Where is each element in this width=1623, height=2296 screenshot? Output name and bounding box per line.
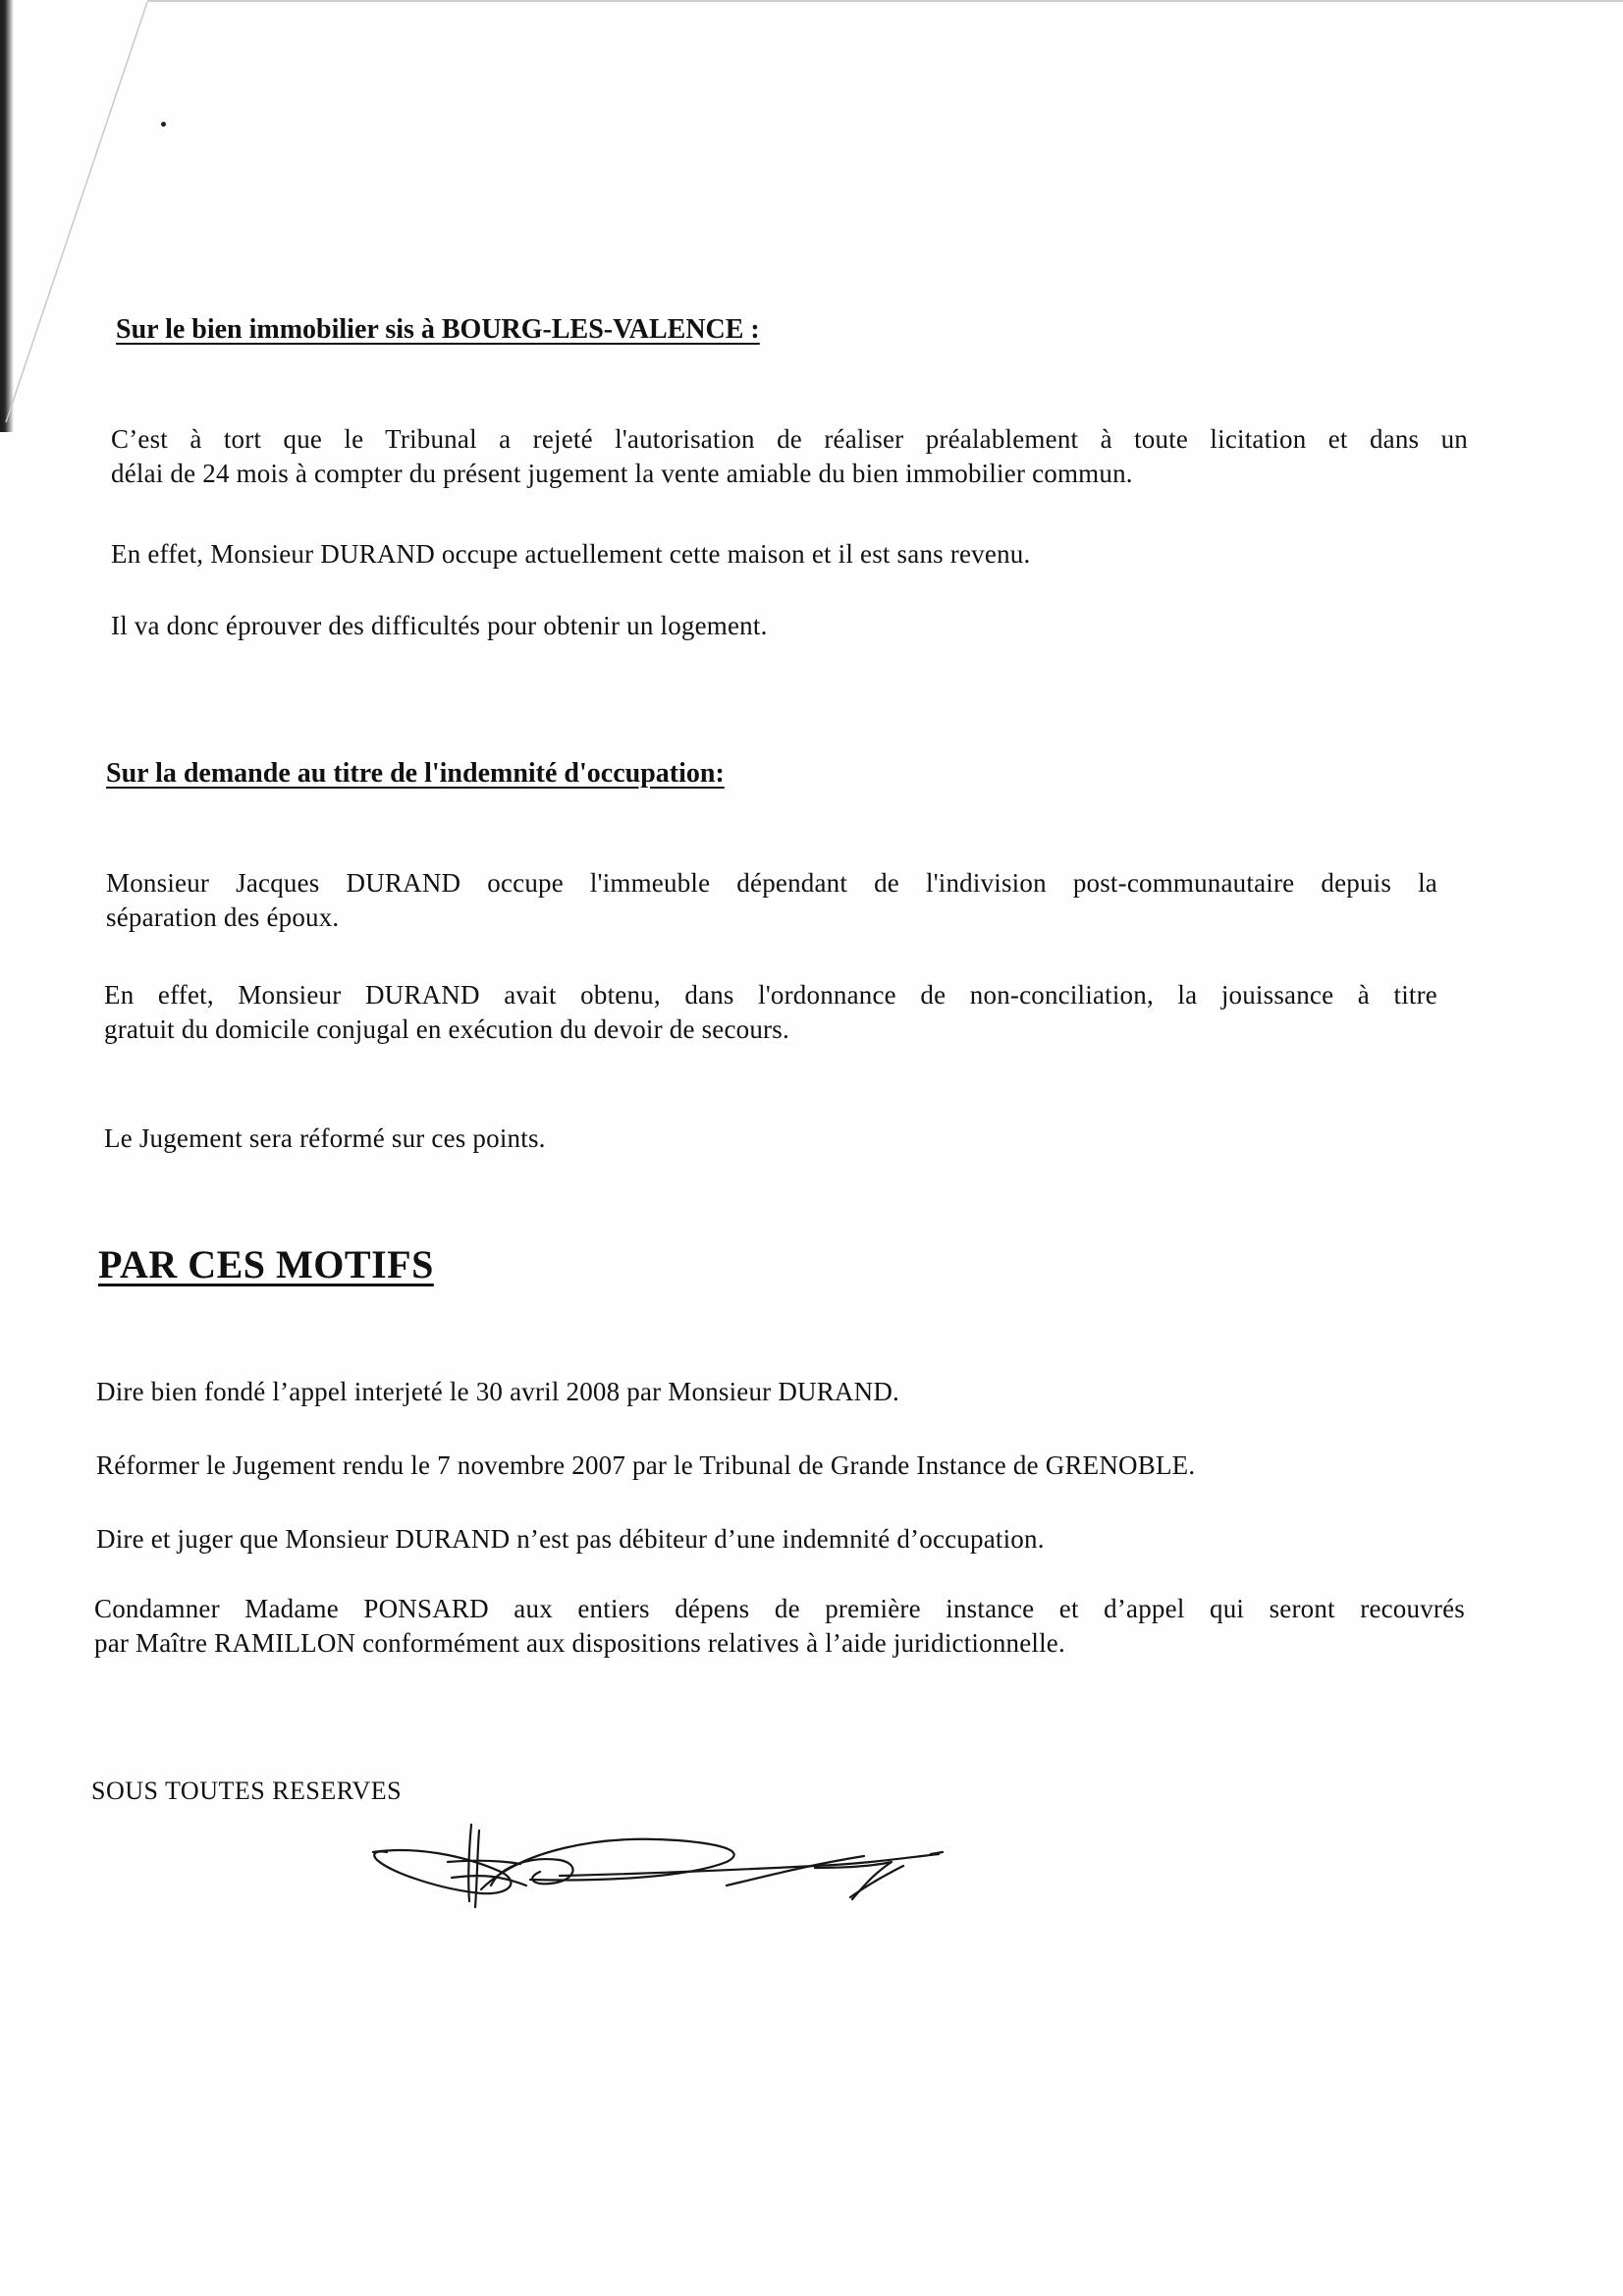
paragraph-tort-tribunal: [111, 422, 1468, 491]
closing-line: SOUS TOUTES RESERVES: [91, 1777, 403, 1805]
handwritten-signature: [353, 1817, 962, 1925]
scan-speck: [161, 122, 166, 127]
paragraph-line: Il va donc éprouver des difficultés pour obtenir un logement.: [111, 611, 768, 640]
paragraph-line: Réformer le Jugement rendu le 7 novembre 2007 par le Tribunal de Grande Instance de GRENOBLE.: [96, 1450, 1196, 1480]
paragraph-line: Monsieur Jacques DURAND occupe l'immeuble dépendant de l'indivision post-communautaire depuis la: [106, 868, 1437, 898]
paragraph-occupe-maison: [111, 537, 1030, 572]
scan-top-edge: [147, 0, 1623, 2]
paragraph-condamner-depens: [94, 1592, 1465, 1661]
paragraph-line: En effet, Monsieur DURAND avait obtenu, dans l'ordonnance de non-conciliation, la jouissance à titre: [104, 980, 1437, 1010]
paragraph-line: Dire et juger que Monsieur DURAND n’est pas débiteur d’une indemnité d’occupation.: [96, 1524, 1045, 1554]
paragraph-line: séparation des époux.: [106, 902, 340, 932]
paragraph-reformer-jugement: [96, 1449, 1195, 1483]
paragraph-line: par Maître RAMILLON conformément aux dispositions relatives à l’aide juridictionnelle.: [94, 1628, 1065, 1658]
paragraph-line: C’est à tort que le Tribunal a rejeté l'autorisation de réaliser préalablement à toute licitation et dans un: [111, 424, 1468, 454]
paragraph-occupe-immeuble: [106, 866, 1437, 935]
paragraph-dire-bien-fonde: [96, 1375, 899, 1409]
paragraph-line: délai de 24 mois à compter du présent jugement la vente amiable du bien immobilier commun.: [111, 459, 1133, 488]
heading-bourg-les-valence: Sur le bien immobilier sis à BOURG-LES-VALENCE :: [116, 314, 760, 345]
paragraph-line: gratuit du domicile conjugal en exécution du devoir de secours.: [104, 1014, 789, 1044]
scan-fold-line: [0, 0, 196, 432]
paragraph-line: Dire bien fondé l’appel interjeté le 30 avril 2008 par Monsieur DURAND.: [96, 1377, 899, 1406]
paragraph-difficultes-logement: [111, 609, 768, 643]
paragraph-line: En effet, Monsieur DURAND occupe actuellement cette maison et il est sans revenu.: [111, 539, 1031, 569]
paragraph-line: Le Jugement sera réformé sur ces points.: [104, 1123, 546, 1153]
paragraph-line: Condamner Madame PONSARD aux entiers dépens de première instance et d’appel qui seront recouvrés: [94, 1594, 1465, 1623]
heading-par-ces-motifs: PAR CES MOTIFS: [98, 1242, 434, 1286]
paragraph-dire-et-juger: [96, 1522, 1045, 1557]
paragraph-ordonnance-non-conciliation: [104, 978, 1437, 1047]
closing-reserves: [91, 1774, 402, 1808]
paragraph-jugement-reforme: [104, 1121, 546, 1156]
heading-indemnite-occupation: Sur la demande au titre de l'indemnité d'occupation:: [106, 758, 725, 789]
